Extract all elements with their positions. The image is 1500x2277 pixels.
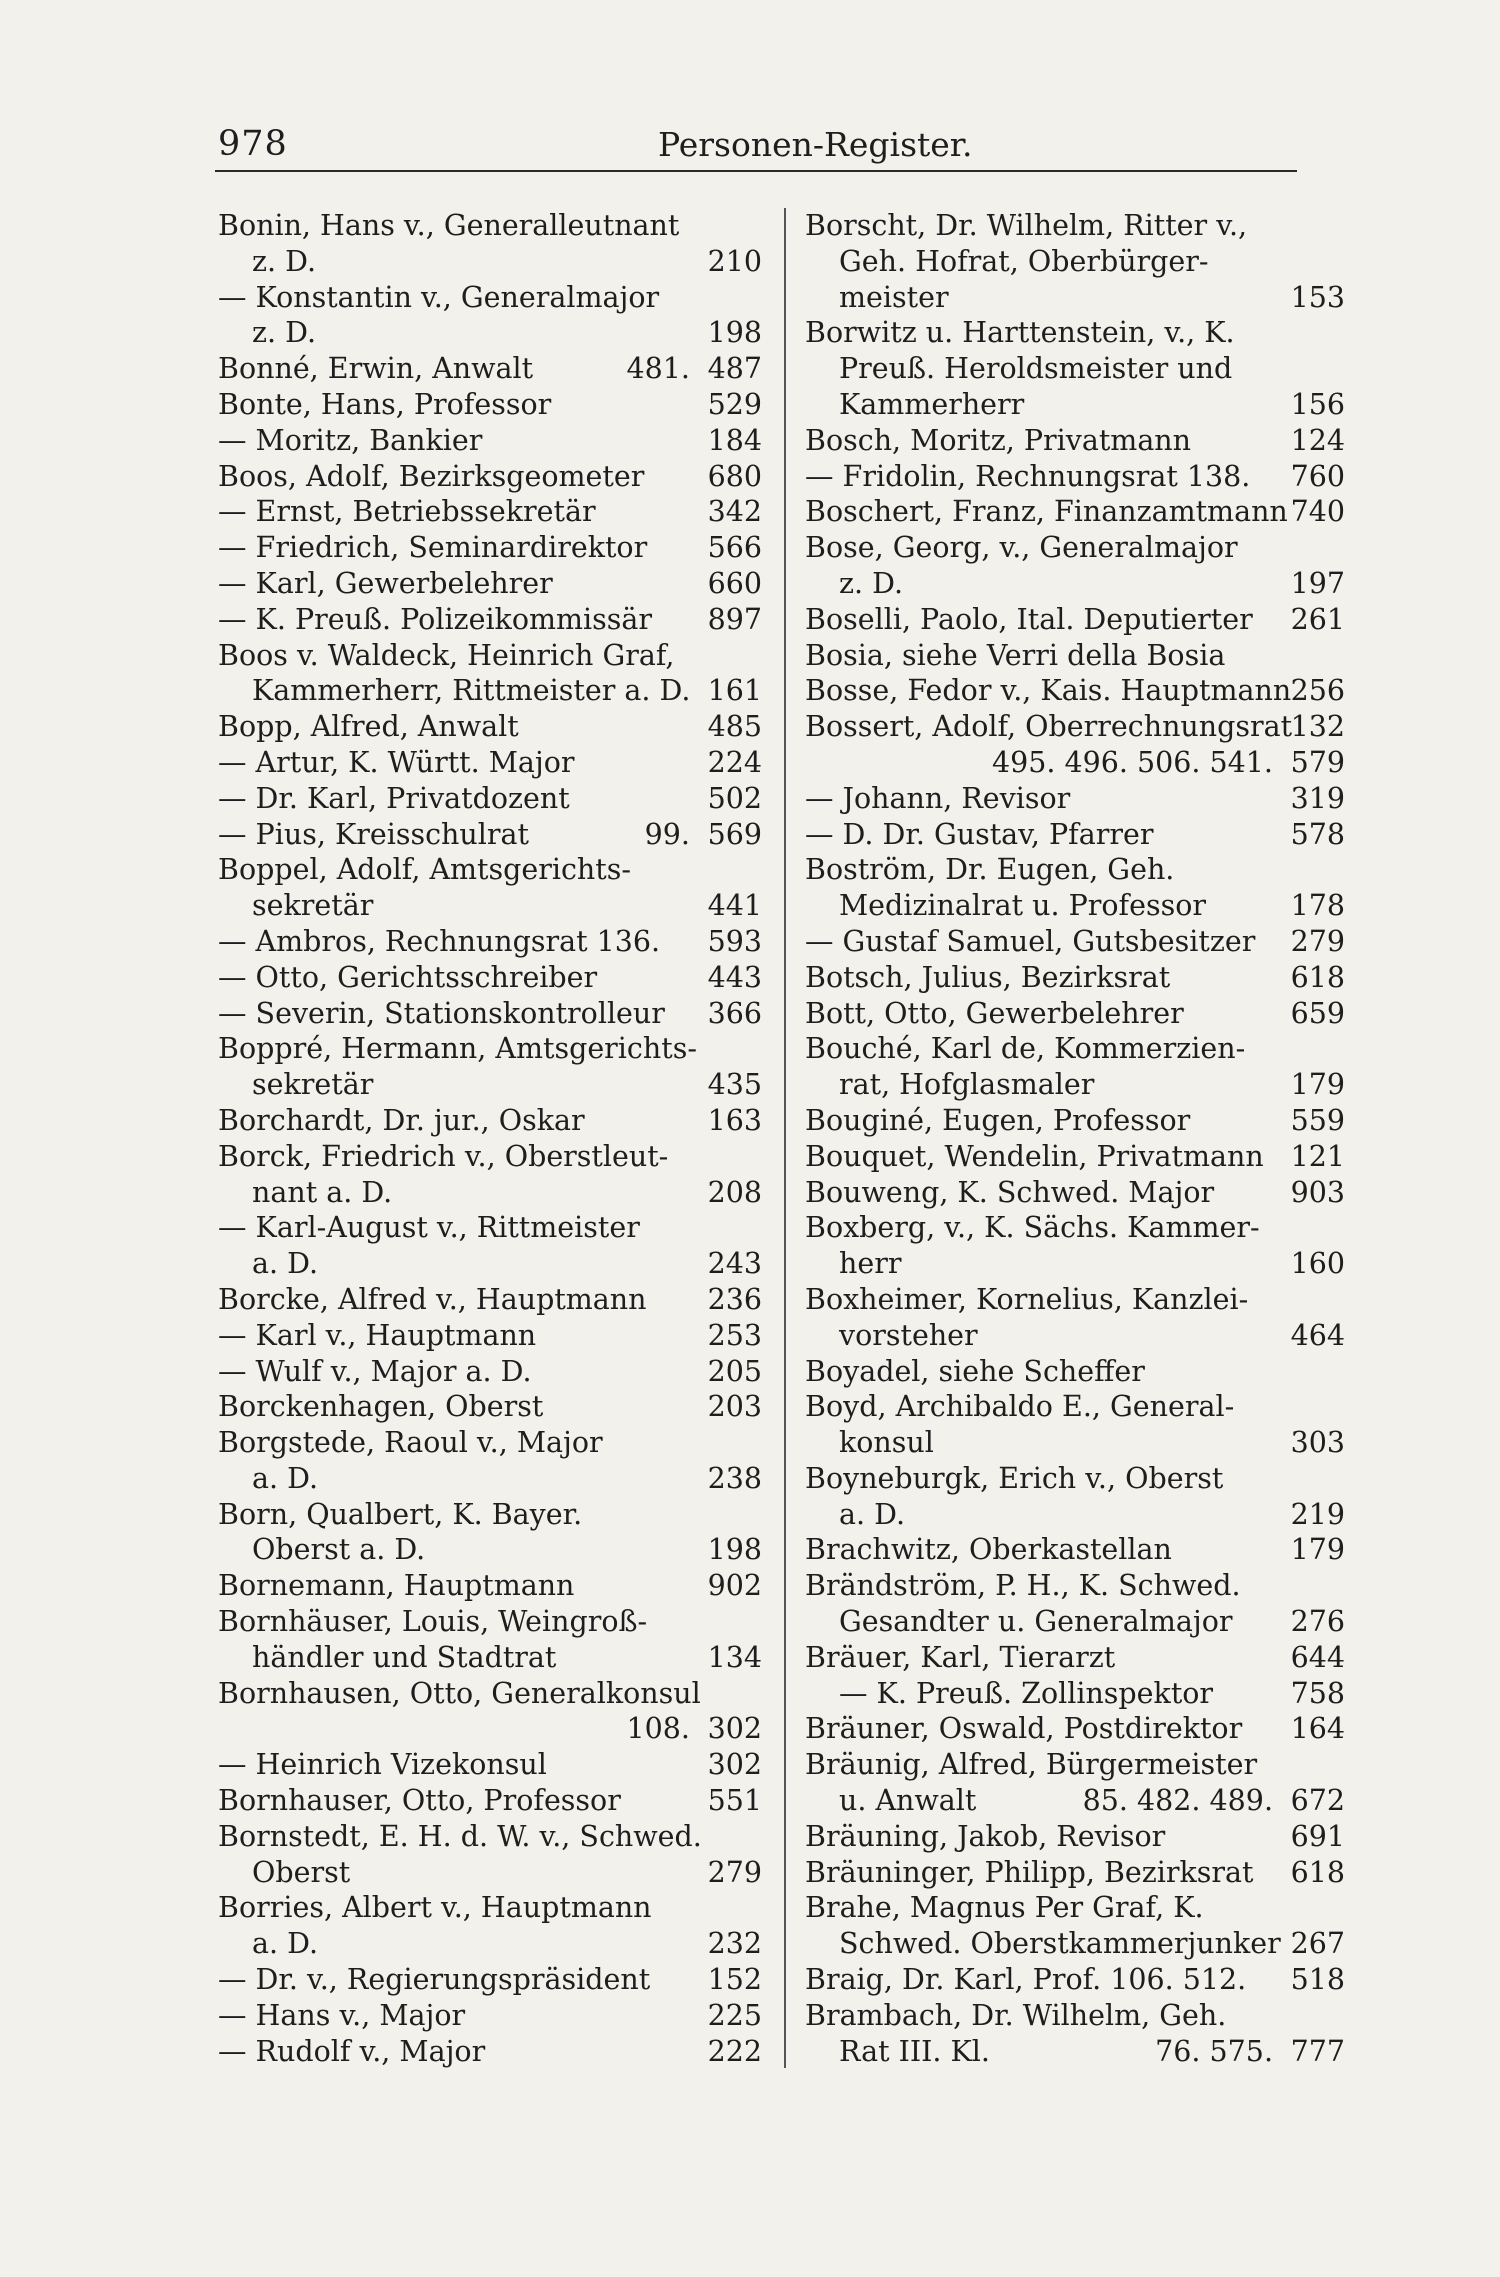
entry-text: Bouquet, Wendelin, Privatmann <box>805 1139 1264 1173</box>
entry-text: — Karl-August v., Rittmeister <box>218 1211 640 1245</box>
register-entry-line <box>805 1031 1345 1067</box>
register-entry-line <box>218 1640 762 1676</box>
entry-page-number: 618 <box>1290 1855 1345 1889</box>
entry-page-number: 222 <box>707 2034 762 2068</box>
entry-page-number: 205 <box>707 1354 762 1388</box>
entry-page-number: 777 <box>1290 2034 1345 2068</box>
entry-page-number: 366 <box>707 996 762 1030</box>
column-divider <box>784 208 786 2068</box>
register-entry-line <box>218 924 762 960</box>
register-entry-line <box>218 709 762 745</box>
register-entry-line <box>218 1103 762 1139</box>
entry-text: Bosia, siehe Verri della Bosia <box>805 638 1226 672</box>
register-entry-line <box>218 1783 762 1819</box>
register-entry-line <box>805 387 1345 423</box>
entry-text: Botsch, Julius, Bezirksrat <box>805 960 1171 994</box>
entry-text: händler und Stadtrat <box>252 1640 557 1674</box>
register-entry-line <box>805 1497 1345 1533</box>
register-entry-line <box>805 1354 1345 1390</box>
register-entry-line <box>218 1747 762 1783</box>
entry-text: Bräuer, Karl, Tierarzt <box>805 1640 1116 1674</box>
entry-text: Borwitz u. Harttenstein, v., K. <box>805 316 1235 350</box>
entry-text: Bouginé, Eugen, Professor <box>805 1103 1191 1137</box>
entry-page-number: 518 <box>1290 1963 1345 1997</box>
entry-text: Kammerherr <box>839 387 1025 421</box>
entry-page-number: 121 <box>1290 1139 1345 1173</box>
entry-text: u. Anwalt <box>839 1784 977 1818</box>
register-entry-line <box>805 244 1345 280</box>
register-entry-line <box>218 1318 762 1354</box>
entry-text: Geh. Hofrat, Oberbürger- <box>839 244 1209 278</box>
entry-text: Brachwitz, Oberkastellan <box>805 1533 1172 1567</box>
register-entry-line <box>218 1962 762 1998</box>
entry-page-number: 203 <box>707 1390 762 1424</box>
entry-page-number: 680 <box>707 459 762 493</box>
entry-page-number: 303 <box>1290 1426 1345 1460</box>
entry-text: konsul <box>839 1426 934 1460</box>
entry-page-refs: 99. <box>644 817 690 851</box>
register-entry-line <box>805 1962 1345 1998</box>
entry-text: Boyneburgk, Erich v., Oberst <box>805 1461 1224 1495</box>
entry-page-number: 208 <box>707 1175 762 1209</box>
register-entry-line <box>805 1425 1345 1461</box>
entry-text: Bräuner, Oswald, Postdirektor <box>805 1712 1243 1746</box>
register-entry-line <box>218 1890 762 1926</box>
entry-text: z. D. <box>252 244 317 278</box>
register-entry-line <box>805 1568 1345 1604</box>
register-entry-line <box>218 960 762 996</box>
register-entry-line <box>805 1103 1345 1139</box>
register-entry-line <box>218 1354 762 1390</box>
entry-page-refs: 481. <box>626 352 690 386</box>
entry-text: — Ambros, Rechnungsrat 136. <box>218 924 661 958</box>
entry-text: Bouweng, K. Schwed. Major <box>805 1175 1215 1209</box>
entry-page-number: 198 <box>707 316 762 350</box>
register-entry-line <box>805 280 1345 316</box>
entry-page-number: 134 <box>707 1640 762 1674</box>
entry-text: Oberst <box>252 1855 351 1889</box>
entry-text: Medizinalrat u. Professor <box>839 889 1207 923</box>
entry-text: herr <box>839 1247 902 1281</box>
entry-text: Boyd, Archibaldo E., General- <box>805 1390 1235 1424</box>
entry-page-number: 160 <box>1290 1247 1345 1281</box>
entry-text: a. D. <box>252 1927 319 1961</box>
register-entry-line <box>805 315 1345 351</box>
register-entry-line <box>218 530 762 566</box>
register-entry-line <box>218 852 762 888</box>
register-entry-line <box>805 351 1345 387</box>
entry-text: Bonin, Hans v., Generalleutnant <box>218 209 680 242</box>
register-entry-line <box>805 1067 1345 1103</box>
register-entry-line <box>805 1640 1345 1676</box>
register-entry-line <box>805 2034 1345 2070</box>
entry-text: Boselli, Paolo, Ital. Deputierter <box>805 602 1253 636</box>
entry-text: Borchardt, Dr. jur., Oskar <box>218 1103 585 1137</box>
register-entry-line <box>218 1461 762 1497</box>
entry-text: — Severin, Stationskontrolleur <box>218 996 665 1030</box>
register-entry-line <box>805 1676 1345 1712</box>
entry-page-number: 225 <box>707 1998 762 2032</box>
entry-page-number: 238 <box>707 1461 762 1495</box>
register-entry-line <box>218 817 762 853</box>
register-entry-line <box>218 1067 762 1103</box>
left-column <box>218 208 762 2069</box>
register-entry-line <box>218 387 762 423</box>
entry-page-number: 161 <box>707 674 762 708</box>
entry-text: Borck, Friedrich v., Oberstleut- <box>218 1139 669 1173</box>
register-entry-line <box>805 1389 1345 1425</box>
entry-page-number: 464 <box>1290 1318 1345 1352</box>
entry-text: Borckenhagen, Oberst <box>218 1390 544 1424</box>
entry-text: Bouché, Karl de, Kommerzien- <box>805 1032 1246 1066</box>
entry-page-number: 319 <box>1290 781 1345 815</box>
entry-page-number: 179 <box>1290 1068 1345 1102</box>
entry-page-number: 279 <box>1290 924 1345 958</box>
entry-text: Bonné, Erwin, Anwalt <box>218 352 534 386</box>
entry-page-number: 178 <box>1290 889 1345 923</box>
entry-text: Bräuning, Jakob, Revisor <box>805 1819 1166 1853</box>
entry-page-number: 132 <box>1290 710 1345 744</box>
entry-text: Rat III. Kl. <box>839 2034 990 2068</box>
entry-page-number: 644 <box>1290 1640 1345 1674</box>
register-entry-line <box>218 1210 762 1246</box>
entry-page-number: 441 <box>707 889 762 923</box>
entry-page-number: 566 <box>707 531 762 565</box>
register-entry-line <box>805 817 1345 853</box>
register-entry-line <box>218 673 762 709</box>
entry-page-number: 740 <box>1290 495 1345 529</box>
entry-page-number: 302 <box>707 1748 762 1782</box>
register-entry-line <box>218 566 762 602</box>
entry-text: — K. Preuß. Zollinspektor <box>839 1676 1214 1710</box>
entry-text: sekretär <box>252 889 374 923</box>
register-entry-line <box>218 423 762 459</box>
register-entry-line <box>805 1926 1345 1962</box>
entry-text: Boyadel, siehe Scheffer <box>805 1354 1145 1388</box>
entry-page-number: 502 <box>707 781 762 815</box>
register-entry-line <box>805 566 1345 602</box>
register-entry-line <box>805 1282 1345 1318</box>
entry-text: Brändström, P. H., K. Schwed. <box>805 1569 1241 1603</box>
entry-page-number: 197 <box>1290 566 1345 600</box>
entry-page-number: 659 <box>1290 996 1345 1030</box>
entry-text: Bornhäuser, Louis, Weingroß- <box>218 1605 648 1639</box>
entry-page-number: 256 <box>1290 674 1345 708</box>
entry-page-number: 903 <box>1290 1175 1345 1209</box>
entry-text: z. D. <box>839 566 904 600</box>
entry-page-number: 897 <box>707 602 762 636</box>
register-entry-line <box>218 781 762 817</box>
register-entry-line <box>805 709 1345 745</box>
register-entry-line <box>218 244 762 280</box>
entry-text: Brahe, Magnus Per Graf, K. <box>805 1891 1204 1925</box>
register-entry-line <box>218 315 762 351</box>
entry-text: — Pius, Kreisschulrat <box>218 817 529 851</box>
entry-text: — Friedrich, Seminardirektor <box>218 531 648 565</box>
running-title: Personen-Register. <box>658 125 973 164</box>
entry-text: Bonte, Hans, Professor <box>218 387 552 421</box>
register-entry-line <box>805 459 1345 495</box>
register-entry-line <box>218 638 762 674</box>
register-entry-line <box>805 494 1345 530</box>
register-entry-line <box>218 1819 762 1855</box>
entry-page-number: 164 <box>1290 1712 1345 1746</box>
entry-text: Braig, Dr. Karl, Prof. 106. 512. <box>805 1963 1247 1997</box>
register-entry-line <box>218 888 762 924</box>
register-entry-line <box>805 1783 1345 1819</box>
register-entry-line <box>218 1604 762 1640</box>
entry-text: — Gustaf Samuel, Gutsbesitzer <box>805 924 1256 958</box>
register-entry-line <box>218 1031 762 1067</box>
entry-text: — Otto, Gerichtsschreiber <box>218 960 598 994</box>
header-rule <box>215 170 1297 172</box>
entry-page-number: 124 <box>1290 423 1345 457</box>
register-entry-line <box>218 459 762 495</box>
entry-text: Schwed. Oberstkammerjunker <box>839 1927 1281 1961</box>
entry-text: Bose, Georg, v., Generalmajor <box>805 531 1238 565</box>
right-column <box>805 208 1345 2069</box>
entry-page-number: 569 <box>707 817 762 851</box>
entry-page-number: 691 <box>1290 1819 1345 1853</box>
register-entry-line <box>218 1855 762 1891</box>
register-entry-line <box>218 280 762 316</box>
entry-page-number: 342 <box>707 495 762 529</box>
register-entry-line <box>805 1855 1345 1891</box>
entry-text: — Rudolf v., Major <box>218 2034 486 2068</box>
entry-page-number: 276 <box>1290 1605 1345 1639</box>
entry-text: Gesandter u. Generalmajor <box>839 1605 1233 1639</box>
entry-page-number: 179 <box>1290 1533 1345 1567</box>
register-entry-line <box>805 1175 1345 1211</box>
entry-page-number: 618 <box>1290 960 1345 994</box>
register-entry-line <box>805 1747 1345 1783</box>
entry-text: Borries, Albert v., Hauptmann <box>218 1891 652 1925</box>
entry-text: Brambach, Dr. Wilhelm, Geh. <box>805 1998 1227 2032</box>
register-entry-line <box>218 494 762 530</box>
entry-page-number: 198 <box>707 1533 762 1567</box>
entry-page-number: 578 <box>1290 817 1345 851</box>
register-entry-line <box>218 996 762 1032</box>
entry-page-number: 672 <box>1290 1784 1345 1818</box>
entry-text: a. D. <box>839 1497 906 1531</box>
entry-text: Boxheimer, Kornelius, Kanzlei- <box>805 1282 1249 1316</box>
entry-text: — Konstantin v., Generalmajor <box>218 280 660 314</box>
entry-page-number: 236 <box>707 1282 762 1316</box>
register-entry-line <box>218 208 762 244</box>
register-entry-line <box>805 1890 1345 1926</box>
entry-page-number: 267 <box>1290 1927 1345 1961</box>
entry-text: Oberst a. D. <box>252 1533 426 1567</box>
entry-page-refs: 108. <box>626 1712 690 1746</box>
entry-page-number: 902 <box>707 1569 762 1603</box>
entry-page-number: 219 <box>1290 1497 1345 1531</box>
entry-text: Bornhausen, Otto, Generalkonsul <box>218 1676 701 1710</box>
entry-text: Bossert, Adolf, Oberrechnungsrat <box>805 710 1293 744</box>
register-entry-line <box>805 673 1345 709</box>
register-entry-line <box>218 1246 762 1282</box>
register-entry-line <box>218 1497 762 1533</box>
entry-text: — Fridolin, Rechnungsrat 138. <box>805 459 1251 493</box>
entry-page-refs: 76. 575. <box>1155 2034 1273 2068</box>
register-entry-line <box>805 960 1345 996</box>
entry-text: — Wulf v., Major a. D. <box>218 1354 532 1388</box>
entry-text: a. D. <box>252 1461 319 1495</box>
entry-page-number: 443 <box>707 960 762 994</box>
entry-text: vorsteher <box>839 1318 978 1352</box>
entry-text: nant a. D. <box>252 1175 393 1209</box>
register-entry-line <box>805 530 1345 566</box>
entry-page-number: 152 <box>707 1963 762 1997</box>
entry-text: — Karl, Gewerbelehrer <box>218 566 553 600</box>
register-entry-line <box>218 1389 762 1425</box>
entry-text: Borgstede, Raoul v., Major <box>218 1426 603 1460</box>
register-entry-line <box>805 781 1345 817</box>
entry-text: — Dr. v., Regierungspräsident <box>218 1963 651 1997</box>
entry-text: Boschert, Franz, Finanzamtmann <box>805 495 1288 529</box>
register-entry-line <box>805 1210 1345 1246</box>
entry-page-number: 529 <box>707 387 762 421</box>
register-entry-line <box>805 638 1345 674</box>
register-entry-line <box>218 1175 762 1211</box>
register-entry-line <box>805 1318 1345 1354</box>
entry-text: — Hans v., Major <box>218 1998 466 2032</box>
register-entry-line <box>218 1676 762 1712</box>
register-entry-line <box>218 1425 762 1461</box>
register-entry-line <box>218 1711 762 1747</box>
entry-page-number: 758 <box>1290 1676 1345 1710</box>
register-entry-line <box>805 745 1345 781</box>
entry-text: — Artur, K. Württ. Major <box>218 745 575 779</box>
entry-text: — Johann, Revisor <box>805 781 1071 815</box>
entry-page-number: 210 <box>707 244 762 278</box>
entry-text: rat, Hofglasmaler <box>839 1068 1095 1102</box>
entry-page-number: 224 <box>707 745 762 779</box>
entry-page-number: 487 <box>707 352 762 386</box>
register-entry-line <box>805 208 1345 244</box>
entry-page-number: 485 <box>707 710 762 744</box>
entry-text: — K. Preuß. Polizeikommissär <box>218 602 653 636</box>
entry-text: Borscht, Dr. Wilhelm, Ritter v., <box>805 209 1248 242</box>
entry-page-number: 579 <box>1290 745 1345 779</box>
entry-page-number: 243 <box>707 1247 762 1281</box>
entry-page-number: 593 <box>707 924 762 958</box>
register-entry-line <box>805 1246 1345 1282</box>
entry-page-number: 435 <box>707 1068 762 1102</box>
entry-text: sekretär <box>252 1068 374 1102</box>
entry-page-refs: 85. 482. 489. <box>1082 1784 1273 1818</box>
entry-page-number: 660 <box>707 566 762 600</box>
entry-text: Kammerherr, Rittmeister a. D. <box>252 674 691 708</box>
register-entry-line <box>805 924 1345 960</box>
entry-page-refs: 495. 496. 506. 541. <box>991 745 1273 779</box>
entry-page-number: 760 <box>1290 459 1345 493</box>
entry-page-number: 279 <box>707 1855 762 1889</box>
register-entry-line <box>805 423 1345 459</box>
entry-text: Boos, Adolf, Bezirksgeometer <box>218 459 645 493</box>
entry-page-number: 156 <box>1290 387 1345 421</box>
register-entry-line <box>805 1532 1345 1568</box>
register-entry-line <box>805 888 1345 924</box>
register-entry-line <box>218 2034 762 2070</box>
entry-page-number: 184 <box>707 423 762 457</box>
entry-page-number: 253 <box>707 1318 762 1352</box>
entry-page-number: 559 <box>1290 1103 1345 1137</box>
register-entry-line <box>805 1461 1345 1497</box>
register-entry-line <box>218 1139 762 1175</box>
entry-text: Bornemann, Hauptmann <box>218 1569 575 1603</box>
entry-text: — D. Dr. Gustav, Pfarrer <box>805 817 1154 851</box>
entry-text: — Moritz, Bankier <box>218 423 483 457</box>
entry-text: z. D. <box>252 316 317 350</box>
entry-text: Boos v. Waldeck, Heinrich Graf, <box>218 638 675 672</box>
entry-text: meister <box>839 280 949 314</box>
entry-text: Boström, Dr. Eugen, Geh. <box>805 853 1175 887</box>
register-entry-line <box>805 1139 1345 1175</box>
entry-text: Bräunig, Alfred, Bürgermeister <box>805 1748 1258 1782</box>
register-entry-line <box>805 852 1345 888</box>
entry-text: — Karl v., Hauptmann <box>218 1318 537 1352</box>
register-entry-line <box>805 1604 1345 1640</box>
entry-text: Bott, Otto, Gewerbelehrer <box>805 996 1184 1030</box>
register-entry-line <box>218 1568 762 1604</box>
register-entry-line <box>805 996 1345 1032</box>
page-number: 978 <box>218 124 288 164</box>
register-entry-line <box>218 351 762 387</box>
entry-text: Bornstedt, E. H. d. W. v., Schwed. <box>218 1819 702 1853</box>
register-entry-line <box>218 1926 762 1962</box>
page-header <box>218 118 1296 164</box>
register-entry-line <box>218 602 762 638</box>
register-entry-line <box>805 1711 1345 1747</box>
entry-text: Bornhauser, Otto, Professor <box>218 1784 621 1818</box>
entry-page-number: 163 <box>707 1103 762 1137</box>
entry-page-number: 261 <box>1290 602 1345 636</box>
entry-text: Bopp, Alfred, Anwalt <box>218 710 519 744</box>
entry-text: — Heinrich Vizekonsul <box>218 1748 547 1782</box>
entry-page-number: 153 <box>1290 280 1345 314</box>
register-entry-line <box>805 1998 1345 2034</box>
entry-text: — Ernst, Betriebssekretär <box>218 495 596 529</box>
entry-text: Boppel, Adolf, Amtsgerichts- <box>218 853 631 887</box>
entry-page-number: 302 <box>707 1712 762 1746</box>
register-entry-line <box>218 1532 762 1568</box>
entry-page-number: 232 <box>707 1927 762 1961</box>
register-entry-line <box>805 1819 1345 1855</box>
entry-text: Boxberg, v., K. Sächs. Kammer- <box>805 1211 1260 1245</box>
register-entry-line <box>805 602 1345 638</box>
entry-page-number: 551 <box>707 1784 762 1818</box>
register-entry-line <box>218 745 762 781</box>
entry-text: Born, Qualbert, K. Bayer. <box>218 1497 583 1531</box>
register-entry-line <box>218 1282 762 1318</box>
entry-text: Boppré, Hermann, Amtsgerichts- <box>218 1032 697 1066</box>
register-entry-line <box>218 1998 762 2034</box>
entry-text: a. D. <box>252 1247 319 1281</box>
entry-text: Borcke, Alfred v., Hauptmann <box>218 1282 647 1316</box>
entry-text: Bosch, Moritz, Privatmann <box>805 423 1192 457</box>
entry-text: Bräuninger, Philipp, Bezirksrat <box>805 1855 1254 1889</box>
entry-text: Preuß. Heroldsmeister und <box>839 352 1233 386</box>
entry-text: Bosse, Fedor v., Kais. Hauptmann <box>805 674 1292 708</box>
entry-text: — Dr. Karl, Privatdozent <box>218 781 570 815</box>
